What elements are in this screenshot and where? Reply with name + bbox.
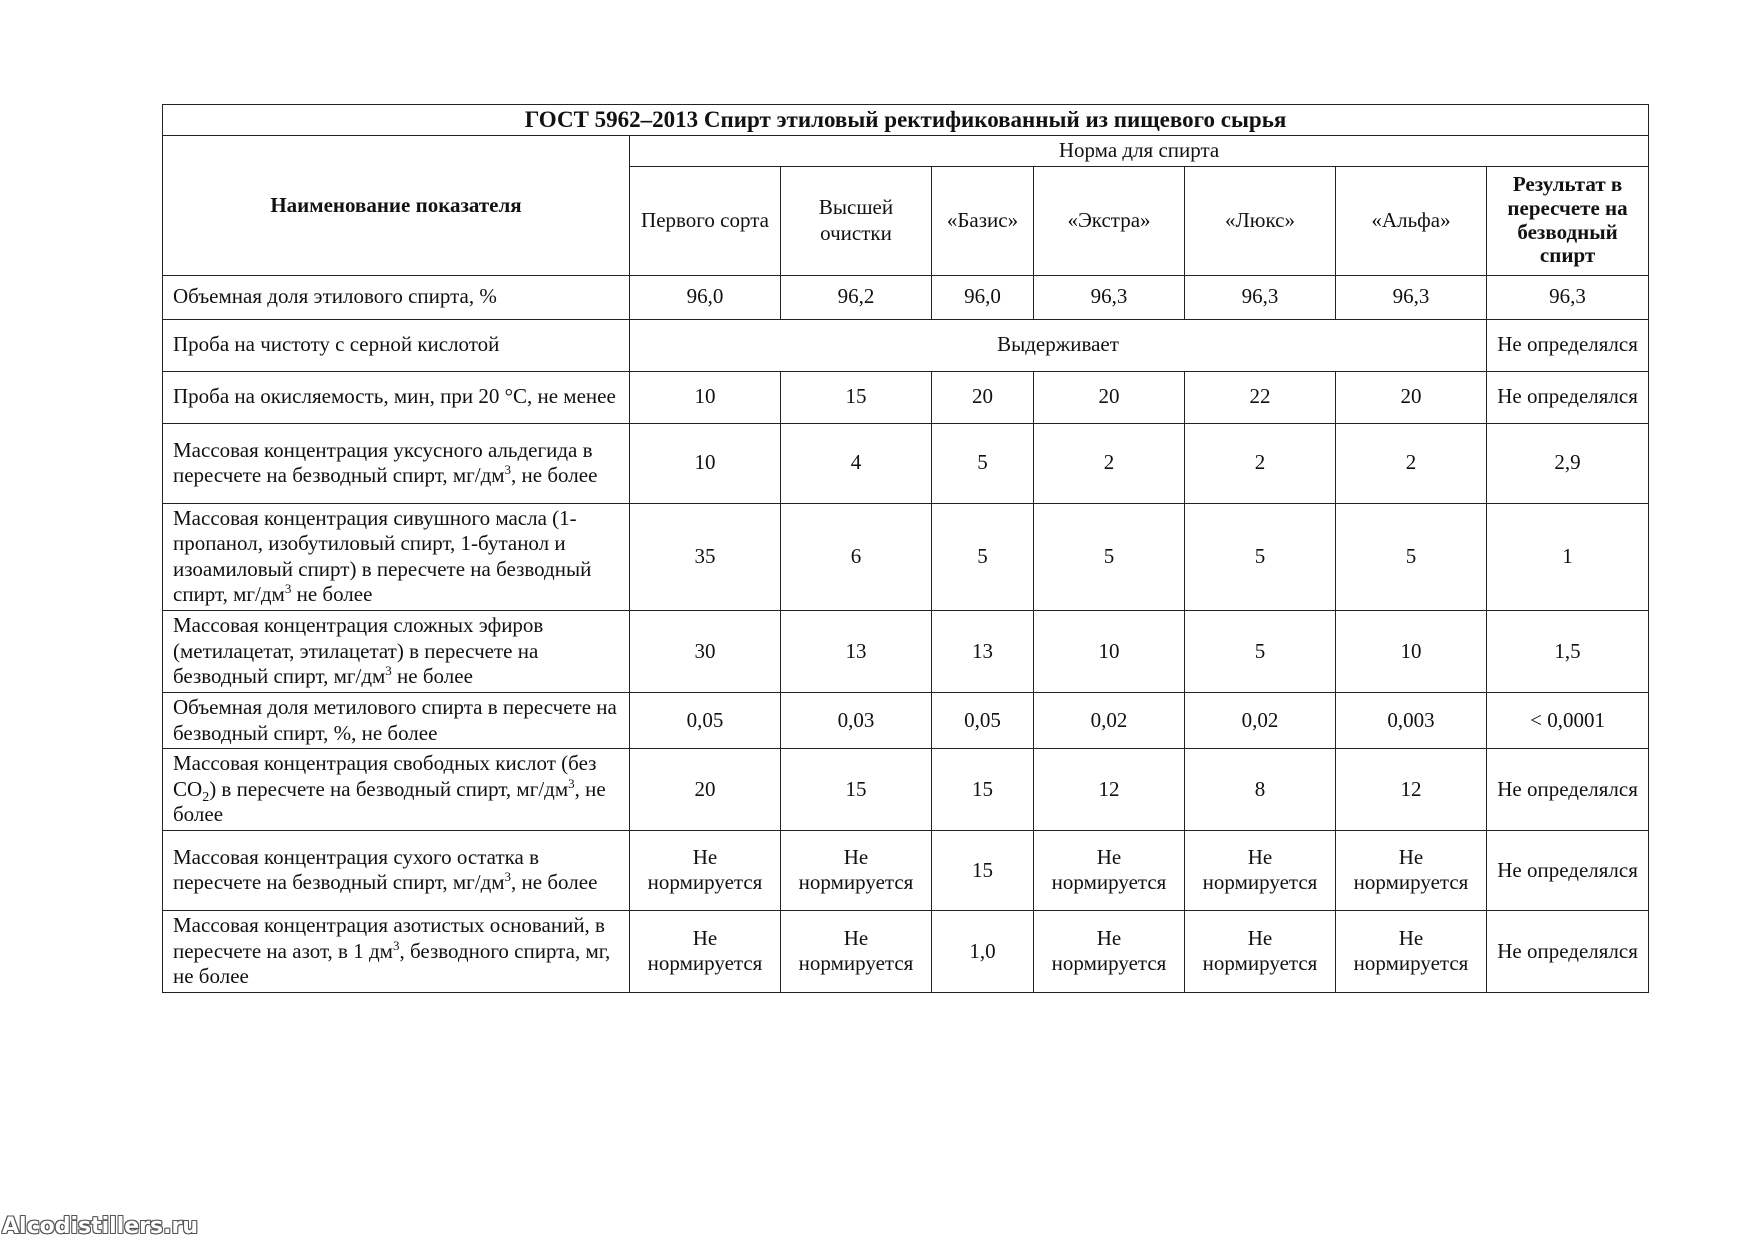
row-label-text: , безводного спирта, мг, не более xyxy=(173,938,611,989)
table-row xyxy=(163,503,1649,610)
column-header: «Базис» xyxy=(932,166,1034,275)
superscript: 3 xyxy=(284,581,292,597)
cell-value: 10 xyxy=(630,423,781,503)
cell-value: Не нормируется xyxy=(1185,830,1336,910)
row-label: Проба на окисляемость, мин, при 20 °С, не менее xyxy=(163,371,630,423)
merged-value: Выдерживает xyxy=(630,319,1487,371)
table-row xyxy=(163,692,1649,748)
cell-value: 5 xyxy=(1185,503,1336,610)
cell-value: 10 xyxy=(630,371,781,423)
table-row xyxy=(163,910,1649,992)
cell-value: 1,0 xyxy=(932,910,1034,992)
cell-value: 0,02 xyxy=(1034,692,1185,748)
cell-value: 96,3 xyxy=(1185,275,1336,319)
cell-value: Не нормируется xyxy=(781,830,932,910)
row-label xyxy=(163,423,630,503)
table-row xyxy=(163,423,1649,503)
superscript: 3 xyxy=(385,663,392,679)
cell-value: 15 xyxy=(781,749,932,831)
cell-value: 5 xyxy=(932,503,1034,610)
cell-value: 15 xyxy=(932,830,1034,910)
cell-value: 6 xyxy=(781,503,932,610)
cell-value: 0,003 xyxy=(1336,692,1487,748)
cell-value: 0,05 xyxy=(630,692,781,748)
cell-value: 10 xyxy=(1034,611,1185,693)
superscript: 3 xyxy=(568,775,575,791)
cell-value: 22 xyxy=(1185,371,1336,423)
cell-value: 13 xyxy=(932,611,1034,693)
table-row xyxy=(163,275,1649,319)
cell-value: 15 xyxy=(932,749,1034,831)
cell-value: 20 xyxy=(1034,371,1185,423)
cell-value: Не нормируется xyxy=(781,910,932,992)
row-label xyxy=(163,503,630,610)
column-header: «Экстра» xyxy=(1034,166,1185,275)
superscript: 3 xyxy=(392,937,400,953)
table-row xyxy=(163,611,1649,693)
cell-value: 30 xyxy=(630,611,781,693)
indicator-name-header: Наименование показателя xyxy=(163,136,630,276)
cell-value: 20 xyxy=(630,749,781,831)
row-label-text: , не более xyxy=(173,776,606,827)
cell-value: 2 xyxy=(1336,423,1487,503)
result-column-header: Результат в пересчете на безводный спирт xyxy=(1487,166,1649,275)
cell-value: 20 xyxy=(1336,371,1487,423)
result-value: 1 xyxy=(1487,503,1649,610)
cell-value: Не нормируется xyxy=(1034,910,1185,992)
cell-value: 96,3 xyxy=(1034,275,1185,319)
result-value: Не определялся xyxy=(1487,910,1649,992)
cell-value: 8 xyxy=(1185,749,1336,831)
table-row xyxy=(163,749,1649,831)
cell-value: 5 xyxy=(1034,503,1185,610)
row-label-text: Массовая концентрация сивушного масла (1-пропанол, изобутиловый спирт, 1-бутанол и изоамиловый спирт) в пересчете на безводный спирт, мг/дм xyxy=(173,505,592,607)
column-header: «Альфа» xyxy=(1336,166,1487,275)
table-row xyxy=(163,371,1649,423)
cell-value: 10 xyxy=(1336,611,1487,693)
cell-value: 35 xyxy=(630,503,781,610)
row-label-text: Массовая концентрация сложных эфиров (метилацетат, этилацетат) в пересчете на безводный спирт, мг/дм xyxy=(173,613,544,689)
cell-value: Не нормируется xyxy=(630,910,781,992)
cell-value: 0,05 xyxy=(932,692,1034,748)
result-value: Не определялся xyxy=(1487,749,1649,831)
row-label-text: , не более xyxy=(511,870,598,895)
superscript: 3 xyxy=(504,869,512,885)
cell-value: 96,0 xyxy=(630,275,781,319)
cell-value: 96,2 xyxy=(781,275,932,319)
row-label-text: , не более xyxy=(511,463,598,488)
cell-value: 2 xyxy=(1034,423,1185,503)
row-label-text: Массовая концентрация уксусного альдегида в пересчете на безводный спирт, мг/дм xyxy=(173,437,593,488)
cell-value: Не нормируется xyxy=(1034,830,1185,910)
result-value: 96,3 xyxy=(1487,275,1649,319)
cell-value: Не нормируется xyxy=(1185,910,1336,992)
row-label-text: ) в пересчете на безводный спирт, мг/дм xyxy=(209,776,569,801)
subscript: 2 xyxy=(202,789,210,805)
cell-value: Не нормируется xyxy=(630,830,781,910)
column-header: Высшей очистки xyxy=(781,166,932,275)
row-label-text: Массовая концентрация свободных кислот (без CO xyxy=(173,751,597,801)
result-value: Не определялся xyxy=(1487,371,1649,423)
cell-value: 96,3 xyxy=(1336,275,1487,319)
cell-value: 12 xyxy=(1336,749,1487,831)
row-label-text: Массовая концентрация сухого остатка в пересчете на безводный спирт, мг/дм xyxy=(173,844,540,895)
result-value: Не определялся xyxy=(1487,319,1649,371)
cell-value: 5 xyxy=(932,423,1034,503)
row-label: Объемная доля метилового спирта в пересчете на безводный спирт, %, не более xyxy=(163,692,630,748)
superscript: 3 xyxy=(504,462,512,478)
norm-group-header: Норма для спирта xyxy=(630,136,1649,167)
row-label-text: не более xyxy=(291,582,373,607)
row-label-text: Массовая концентрация азотистых оснований, в пересчете на азот, в 1 дм xyxy=(173,912,605,963)
site-watermark: Alcodistillers.ru xyxy=(2,1214,198,1239)
row-label xyxy=(163,910,630,992)
column-header: «Люкс» xyxy=(1185,166,1336,275)
cell-value: Не нормируется xyxy=(1336,830,1487,910)
table-title: ГОСТ 5962–2013 Спирт этиловый ректификованный из пищевого сырья xyxy=(163,105,1649,136)
cell-value: 0,03 xyxy=(781,692,932,748)
result-value: Не определялся xyxy=(1487,830,1649,910)
gost-table xyxy=(162,104,1649,993)
cell-value: 0,02 xyxy=(1185,692,1336,748)
column-header: Первого сорта xyxy=(630,166,781,275)
cell-value: Не нормируется xyxy=(1336,910,1487,992)
table-row xyxy=(163,830,1649,910)
cell-value: 96,0 xyxy=(932,275,1034,319)
result-value: 1,5 xyxy=(1487,611,1649,693)
row-label: Объемная доля этилового спирта, % xyxy=(163,275,630,319)
cell-value: 15 xyxy=(781,371,932,423)
cell-value: 2 xyxy=(1185,423,1336,503)
row-label xyxy=(163,611,630,693)
row-label: Проба на чистоту с серной кислотой xyxy=(163,319,630,371)
title-row xyxy=(163,105,1649,136)
cell-value: 13 xyxy=(781,611,932,693)
row-label xyxy=(163,749,630,831)
header-row-1 xyxy=(163,136,1649,167)
row-label-text: не более xyxy=(391,664,473,689)
cell-value: 12 xyxy=(1034,749,1185,831)
row-label xyxy=(163,830,630,910)
cell-value: 4 xyxy=(781,423,932,503)
result-value: 2,9 xyxy=(1487,423,1649,503)
result-value: < 0,0001 xyxy=(1487,692,1649,748)
table-row xyxy=(163,319,1649,371)
cell-value: 5 xyxy=(1336,503,1487,610)
cell-value: 5 xyxy=(1185,611,1336,693)
cell-value: 20 xyxy=(932,371,1034,423)
